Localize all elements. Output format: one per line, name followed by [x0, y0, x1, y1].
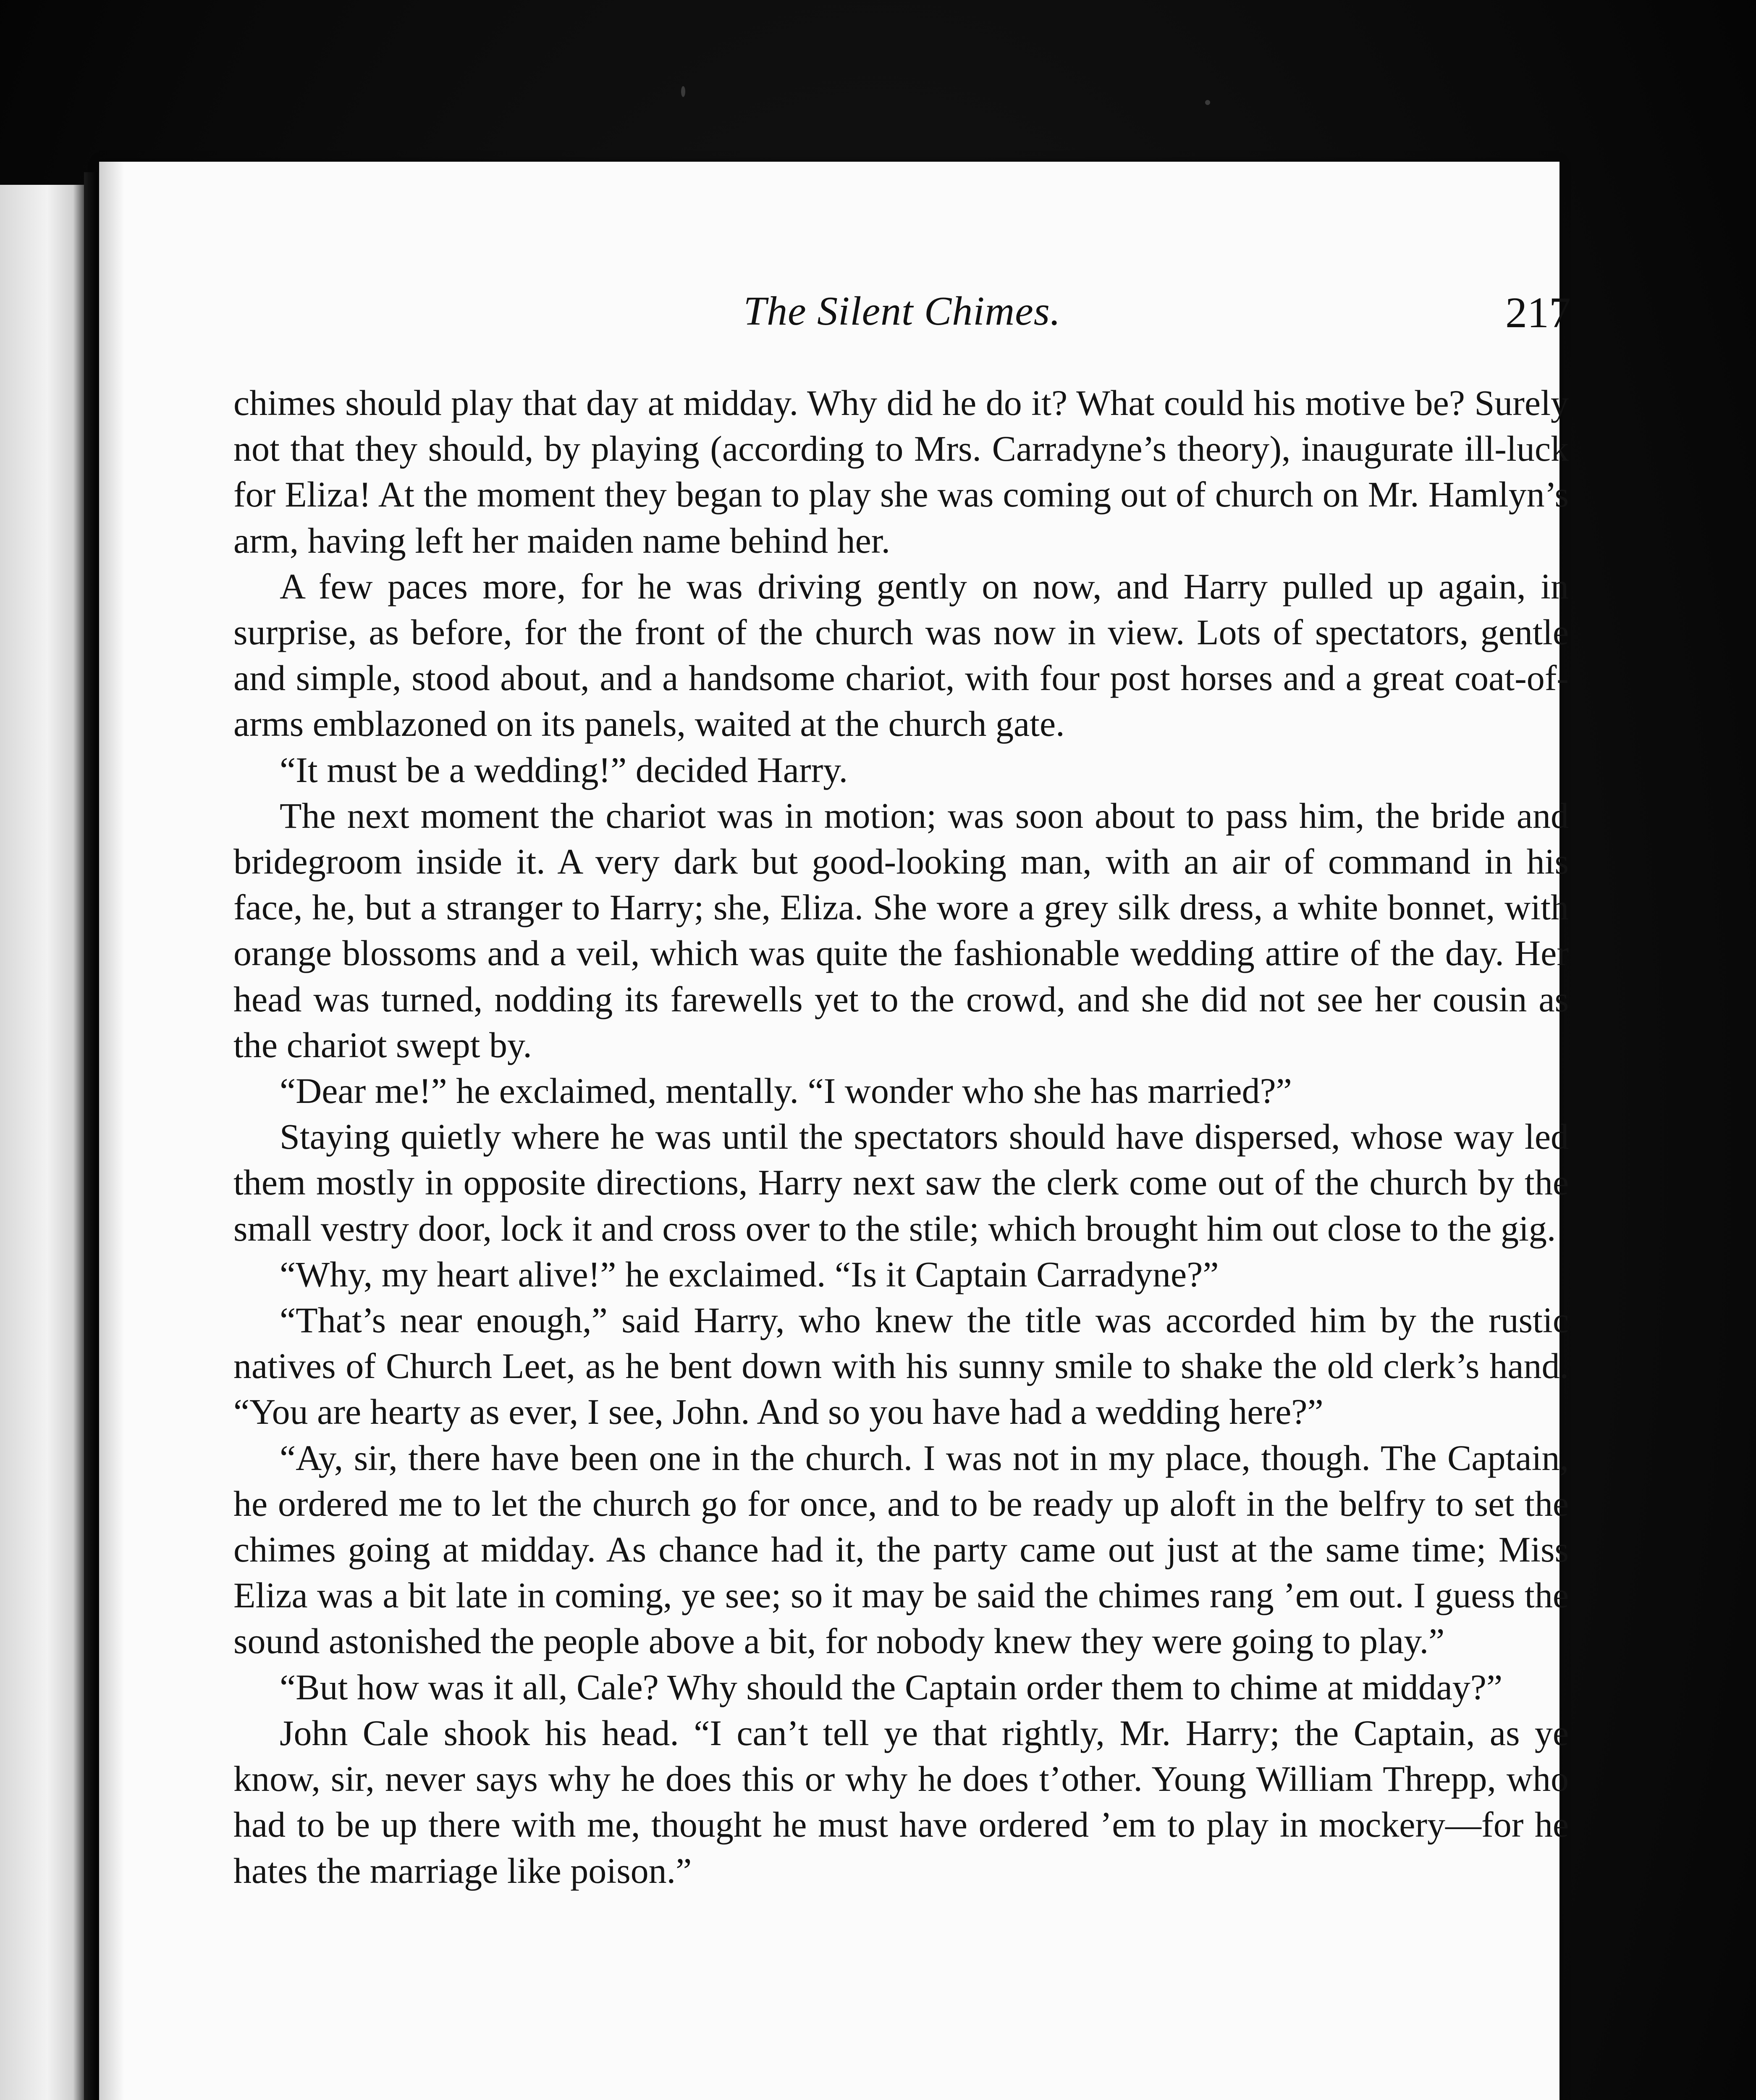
paragraph: John Cale shook his head. “I can’t tell ye that rightly, Mr. Harry; the Captain, as ye know, sir, never says why he does this or why he does t’other. Young William Threpp, who had to be up there with me, thought he must have ordered ’em to play in mockery—for he hates the marriage like poison.”	[233, 1712, 1569, 1891]
paragraph: “Ay, sir, there have been one in the church. I was not in my place, though. The Captain, he ordered me to let the church go for once, and to be ready up aloft in the belfry to set the chimes going at midday. As chance had it, the party came out just at the same time; Miss Eliza was a bit late in coming, ye see; so it may be said the chimes rang ’em out. I guess the sound astonished the people above a bit, for nobody knew they were going to play.”	[233, 1437, 1569, 1662]
paragraph: chimes should play that day at midday. Why did he do it? What could his motive be? Surely not that they should, by playing (according to Mrs. Carradyne’s theory), inaugurate ill-luck for Eliza! At the moment they began to play she was coming out of church on Mr. Hamlyn’s arm, having left her maiden name behind her.	[233, 383, 1569, 561]
running-head	[233, 288, 1571, 363]
paragraph: “It must be a wedding!” decided Harry.	[280, 749, 848, 790]
paragraph: “That’s near enough,” said Harry, who knew the title was accorded him by the rustic natives of Church Leet, as he bent down with his sunny smile to shake the old clerk’s hand. “You are hearty as ever, I see, John. And so you have had a wedding here?”	[233, 1300, 1569, 1432]
page-number: 217	[1505, 289, 1571, 337]
paragraph: “Why, my heart alive!” he exclaimed. “Is it Captain Carradyne?”	[280, 1254, 1219, 1294]
paragraph: “Dear me!” he exclaimed, mentally. “I wonder who she has married?”	[280, 1071, 1292, 1111]
scan-speck	[1205, 100, 1210, 105]
body-text	[233, 380, 1569, 1894]
scan-speck	[681, 86, 685, 97]
book-page	[99, 162, 1571, 2100]
paragraph: The next moment the chariot was in motion; was soon about to pass him, the bride and bridegroom inside it. A very dark but good-looking man, with an air of command in his face, he, but a stranger to Harry; she, Eliza. She wore a grey silk dress, a white bonnet, with orange blossoms and a veil, which was quite the fashionable wedding attire of the day. Her head was turned, nodding its farewells yet to the crowd, and she did not see her cousin as the chariot swept by.	[233, 795, 1569, 1065]
paragraph: “But how was it all, Cale? Why should the Captain order them to chime at midday?”	[280, 1667, 1503, 1707]
running-title: The Silent Chimes.	[743, 289, 1061, 334]
facing-page-edge	[0, 185, 86, 2100]
paragraph: A few paces more, for he was driving gently on now, and Harry pulled up again, in surprise, as before, for the front of the church was now in view. Lots of spectators, gentle and simple, stood about, and a handsome chariot, with four post horses and a great coat-of-arms emblazoned on its panels, waited at the church gate.	[233, 566, 1569, 744]
paragraph: Staying quietly where he was until the spectators should have dispersed, whose way led them mostly in opposite directions, Harry next saw the clerk come out of the church by the small vestry door, lock it and cross over to the stile; which brought him out close to the gig.	[233, 1116, 1569, 1249]
